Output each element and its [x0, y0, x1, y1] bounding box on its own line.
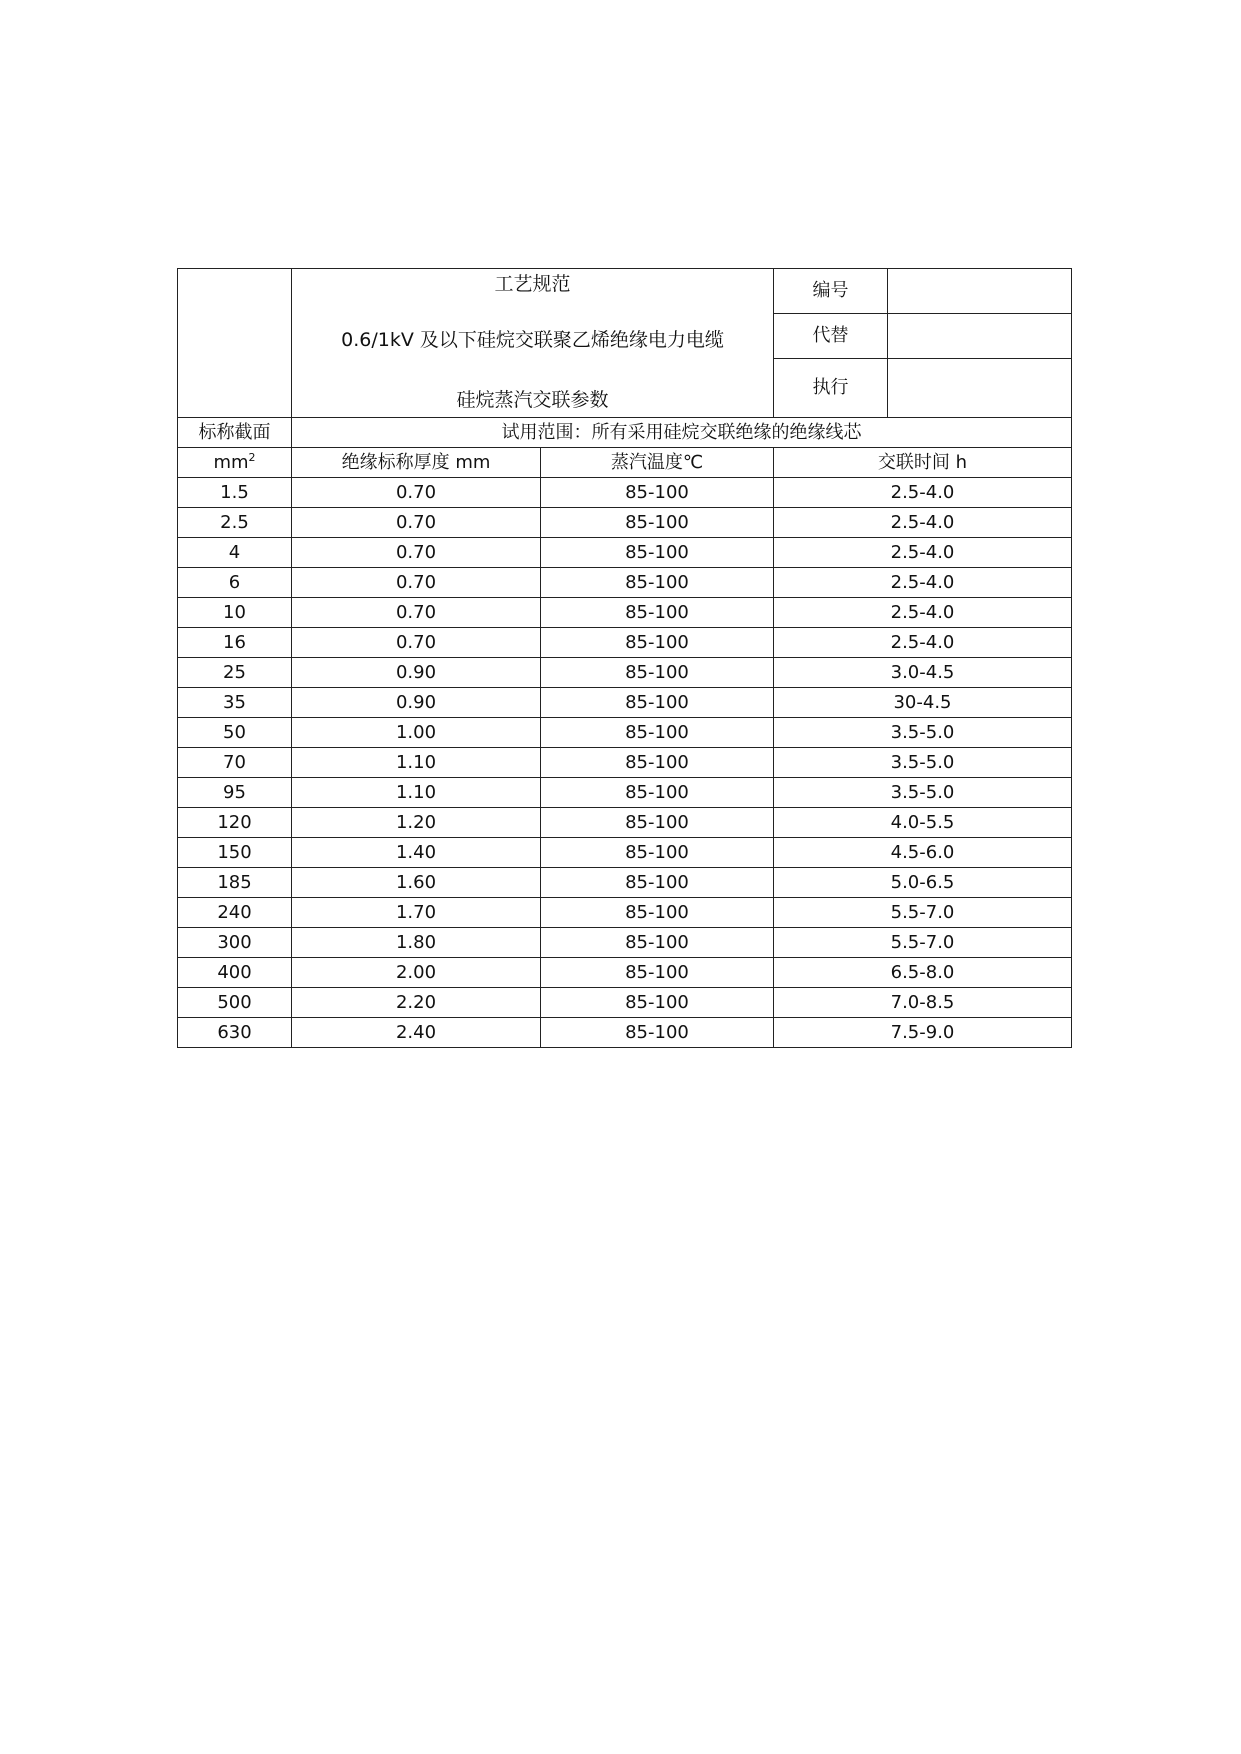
- cell-temperature: 85-100: [541, 568, 774, 598]
- cross-section-header: 标称截面: [178, 418, 292, 448]
- cell-temperature: 85-100: [541, 598, 774, 628]
- cell-temperature: 85-100: [541, 658, 774, 688]
- table-row: [178, 928, 1072, 958]
- cell-temperature: 85-100: [541, 1018, 774, 1048]
- cell-cross-section: 300: [178, 928, 292, 958]
- cell-cross-section: 400: [178, 958, 292, 988]
- cell-cross-section: 1.5: [178, 478, 292, 508]
- meta-value-replaces: [888, 314, 1072, 359]
- cell-temperature: 85-100: [541, 508, 774, 538]
- cell-temperature: 85-100: [541, 748, 774, 778]
- cell-cross-section: 120: [178, 808, 292, 838]
- document-subtitle: 0.6/1kV 及以下硅烷交联聚乙烯绝缘电力电缆: [341, 329, 724, 351]
- table-row: [178, 808, 1072, 838]
- cell-temperature: 85-100: [541, 478, 774, 508]
- cell-cross-section: 35: [178, 688, 292, 718]
- cell-thickness: 1.00: [292, 718, 541, 748]
- logo-cell: [178, 269, 292, 418]
- cell-thickness: 0.90: [292, 688, 541, 718]
- table-row: [178, 658, 1072, 688]
- cell-temperature: 85-100: [541, 718, 774, 748]
- table-row: [178, 538, 1072, 568]
- cell-temperature: 85-100: [541, 868, 774, 898]
- cell-thickness: 0.70: [292, 568, 541, 598]
- cell-thickness: 0.70: [292, 538, 541, 568]
- cell-temperature: 85-100: [541, 628, 774, 658]
- cell-cross-section: 10: [178, 598, 292, 628]
- table-row: [178, 958, 1072, 988]
- cell-thickness: 2.40: [292, 1018, 541, 1048]
- cell-temperature: 85-100: [541, 958, 774, 988]
- cell-crosslink-time: 2.5-4.0: [774, 598, 1072, 628]
- cell-crosslink-time: 5.5-7.0: [774, 898, 1072, 928]
- cell-cross-section: 4: [178, 538, 292, 568]
- unit-superscript: 2: [248, 450, 256, 464]
- cross-section-unit: [178, 448, 292, 478]
- cell-crosslink-time: 7.0-8.5: [774, 988, 1072, 1018]
- cell-temperature: 85-100: [541, 538, 774, 568]
- cell-cross-section: 150: [178, 838, 292, 868]
- meta-label-number: 编号: [774, 269, 888, 314]
- table-row: [178, 748, 1072, 778]
- table-row: [178, 838, 1072, 868]
- cell-crosslink-time: 2.5-4.0: [774, 538, 1072, 568]
- cell-temperature: 85-100: [541, 778, 774, 808]
- cell-cross-section: 50: [178, 718, 292, 748]
- cell-thickness: 1.80: [292, 928, 541, 958]
- cell-thickness: 1.40: [292, 838, 541, 868]
- cell-cross-section: 185: [178, 868, 292, 898]
- table-row: [178, 688, 1072, 718]
- cell-thickness: 0.70: [292, 628, 541, 658]
- cell-thickness: 2.00: [292, 958, 541, 988]
- table-row: [178, 478, 1072, 508]
- cell-cross-section: 16: [178, 628, 292, 658]
- cell-thickness: 0.70: [292, 598, 541, 628]
- table-row: [178, 988, 1072, 1018]
- cell-crosslink-time: 2.5-4.0: [774, 508, 1072, 538]
- cell-cross-section: 95: [178, 778, 292, 808]
- cell-temperature: 85-100: [541, 898, 774, 928]
- cell-crosslink-time: 3.0-4.5: [774, 658, 1072, 688]
- cell-cross-section: 25: [178, 658, 292, 688]
- process-parameter-table: [177, 268, 1072, 1048]
- cell-thickness: 1.10: [292, 778, 541, 808]
- scope-text: 试用范围：所有采用硅烷交联绝缘的绝缘线芯: [292, 418, 1072, 448]
- cell-temperature: 85-100: [541, 928, 774, 958]
- table-row: [178, 868, 1072, 898]
- meta-value-effective: [888, 359, 1072, 418]
- cell-thickness: 1.10: [292, 748, 541, 778]
- table-row: [178, 778, 1072, 808]
- cell-temperature: 85-100: [541, 988, 774, 1018]
- cell-cross-section: 240: [178, 898, 292, 928]
- document-section-title: 硅烷蒸汽交联参数: [456, 389, 609, 411]
- cell-crosslink-time: 2.5-4.0: [774, 628, 1072, 658]
- cell-thickness: 0.70: [292, 478, 541, 508]
- cell-thickness: 1.20: [292, 808, 541, 838]
- cell-cross-section: 70: [178, 748, 292, 778]
- cell-cross-section: 6: [178, 568, 292, 598]
- cell-thickness: 0.70: [292, 508, 541, 538]
- cell-cross-section: 2.5: [178, 508, 292, 538]
- cell-crosslink-time: 3.5-5.0: [774, 748, 1072, 778]
- cell-crosslink-time: 4.0-5.5: [774, 808, 1072, 838]
- cell-temperature: 85-100: [541, 808, 774, 838]
- cell-cross-section: 630: [178, 1018, 292, 1048]
- table-row: [178, 628, 1072, 658]
- cell-crosslink-time: 5.0-6.5: [774, 868, 1072, 898]
- cell-crosslink-time: 6.5-8.0: [774, 958, 1072, 988]
- cell-crosslink-time: 3.5-5.0: [774, 778, 1072, 808]
- cell-thickness: 1.70: [292, 898, 541, 928]
- meta-value-number: [888, 269, 1072, 314]
- cell-crosslink-time: 2.5-4.0: [774, 478, 1072, 508]
- cell-crosslink-time: 3.5-5.0: [774, 718, 1072, 748]
- document-title: 工艺规范: [494, 273, 571, 295]
- cell-thickness: 2.20: [292, 988, 541, 1018]
- table-row: [178, 1018, 1072, 1048]
- table-row: [178, 898, 1072, 928]
- meta-label-replaces: 代替: [774, 314, 888, 359]
- cell-crosslink-time: 4.5-6.0: [774, 838, 1072, 868]
- cell-crosslink-time: 30-4.5: [774, 688, 1072, 718]
- table-row: [178, 508, 1072, 538]
- cell-thickness: 0.90: [292, 658, 541, 688]
- table-row: [178, 718, 1072, 748]
- cell-crosslink-time: 7.5-9.0: [774, 1018, 1072, 1048]
- column-header-time: 交联时间 h: [774, 448, 1072, 478]
- cell-temperature: 85-100: [541, 688, 774, 718]
- cell-crosslink-time: 5.5-7.0: [774, 928, 1072, 958]
- title-block: [292, 269, 774, 418]
- table-row: [178, 598, 1072, 628]
- column-header-temperature: 蒸汽温度℃: [541, 448, 774, 478]
- cell-cross-section: 500: [178, 988, 292, 1018]
- cell-crosslink-time: 2.5-4.0: [774, 568, 1072, 598]
- unit-text: mm: [213, 451, 249, 473]
- meta-label-effective: 执行: [774, 359, 888, 418]
- column-header-thickness: 绝缘标称厚度 mm: [292, 448, 541, 478]
- cell-thickness: 1.60: [292, 868, 541, 898]
- table-row: [178, 568, 1072, 598]
- cell-temperature: 85-100: [541, 838, 774, 868]
